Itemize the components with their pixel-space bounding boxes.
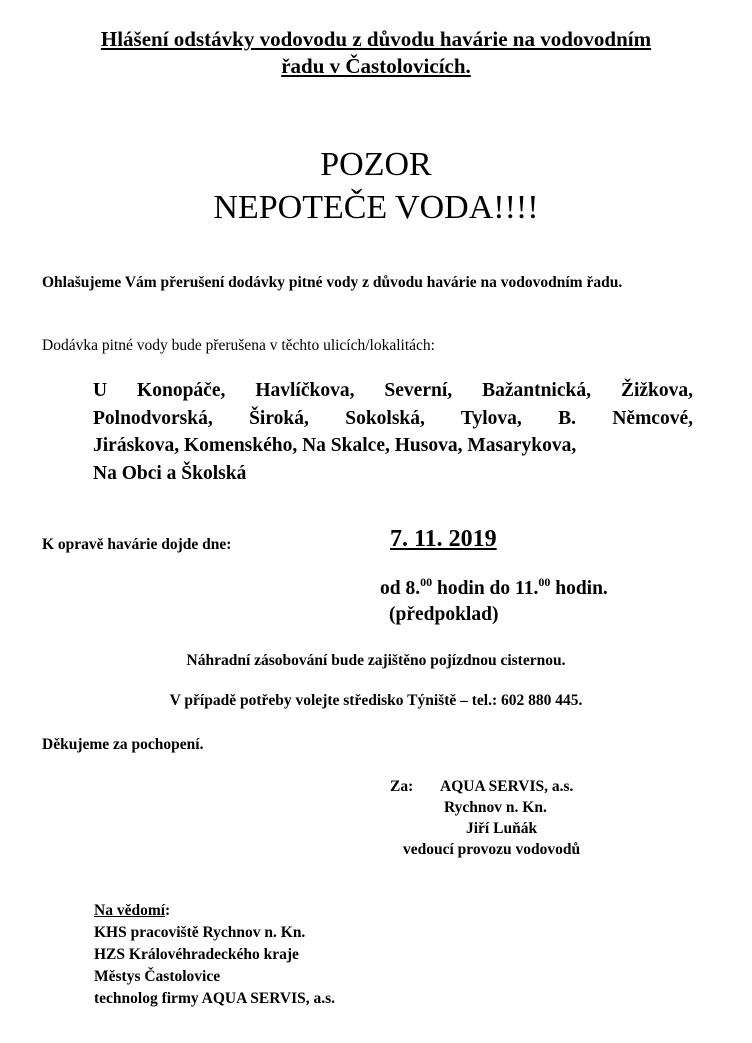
signature-company: AQUA SERVIS, a.s. <box>440 778 574 795</box>
signature-name: Jiří Luňák <box>466 820 538 837</box>
repair-estimate: (předpoklad) <box>389 604 499 625</box>
warning-heading-pozor: POZOR <box>320 146 432 183</box>
contact-text: V případě potřeby volejte středisko Týniště – tel.: 602 880 445. <box>169 692 583 709</box>
warning-heading-no-water: NEPOTEČE VODA!!!! <box>213 189 539 226</box>
repair-date: 7. 11. 2019 <box>390 526 497 552</box>
replacement-supply-text: Náhradní zásobování bude zajištěno pojízdnou cisternou. <box>186 652 566 669</box>
streets-line: Jiráskova, Komenského, Na Skalce, Husova, Masarykova, <box>93 435 577 456</box>
document-title-line1: Hlášení odstávky vodovodu z důvodu havárie na vodovodním <box>100 27 652 51</box>
hours-to-minutes: 00 <box>538 575 551 589</box>
hours-middle: hodin do 11. <box>432 578 539 599</box>
cc-item: KHS pracoviště Rychnov n. Kn. <box>94 924 306 941</box>
signature-city: Rychnov n. Kn. <box>444 799 547 816</box>
signature-role: vedoucí provozu vodovodů <box>403 841 581 858</box>
cc-item: Městys Častolovice <box>94 968 221 985</box>
repair-label: K opravě havárie dojde dne: <box>42 536 232 553</box>
streets-intro-text: Dodávka pitné vody bude přerušena v těchto ulicích/lokalitách: <box>42 337 435 354</box>
document-title-line2: řadu v Častolovicích. <box>281 54 471 78</box>
signature-za: Za: <box>390 778 414 795</box>
streets-line: U Konopáče, Havlíčkova, Severní, Bažantnická, Žižkova, <box>93 380 693 401</box>
hours-suffix: hodin. <box>550 578 608 599</box>
repair-hours <box>380 575 608 600</box>
cc-item: HZS Královéhradeckého kraje <box>94 946 299 963</box>
hours-from: od 8. <box>380 578 421 599</box>
hours-from-minutes: 00 <box>420 575 433 589</box>
cc-list <box>94 900 335 1010</box>
thanks-text: Děkujeme za pochopení. <box>42 736 204 753</box>
cc-item: technolog firmy AQUA SERVIS, a.s. <box>94 990 336 1007</box>
cc-heading: Na vědomí: <box>94 902 171 919</box>
affected-streets <box>93 377 693 487</box>
announcement-text: Ohlašujeme Vám přerušení dodávky pitné vody z důvodu havárie na vodovodním řadu. <box>42 274 623 291</box>
streets-line: Na Obci a Školská <box>93 462 247 484</box>
streets-line: Polnodvorská, Široká, Sokolská, Tylova, B. Němcové, <box>93 407 693 429</box>
